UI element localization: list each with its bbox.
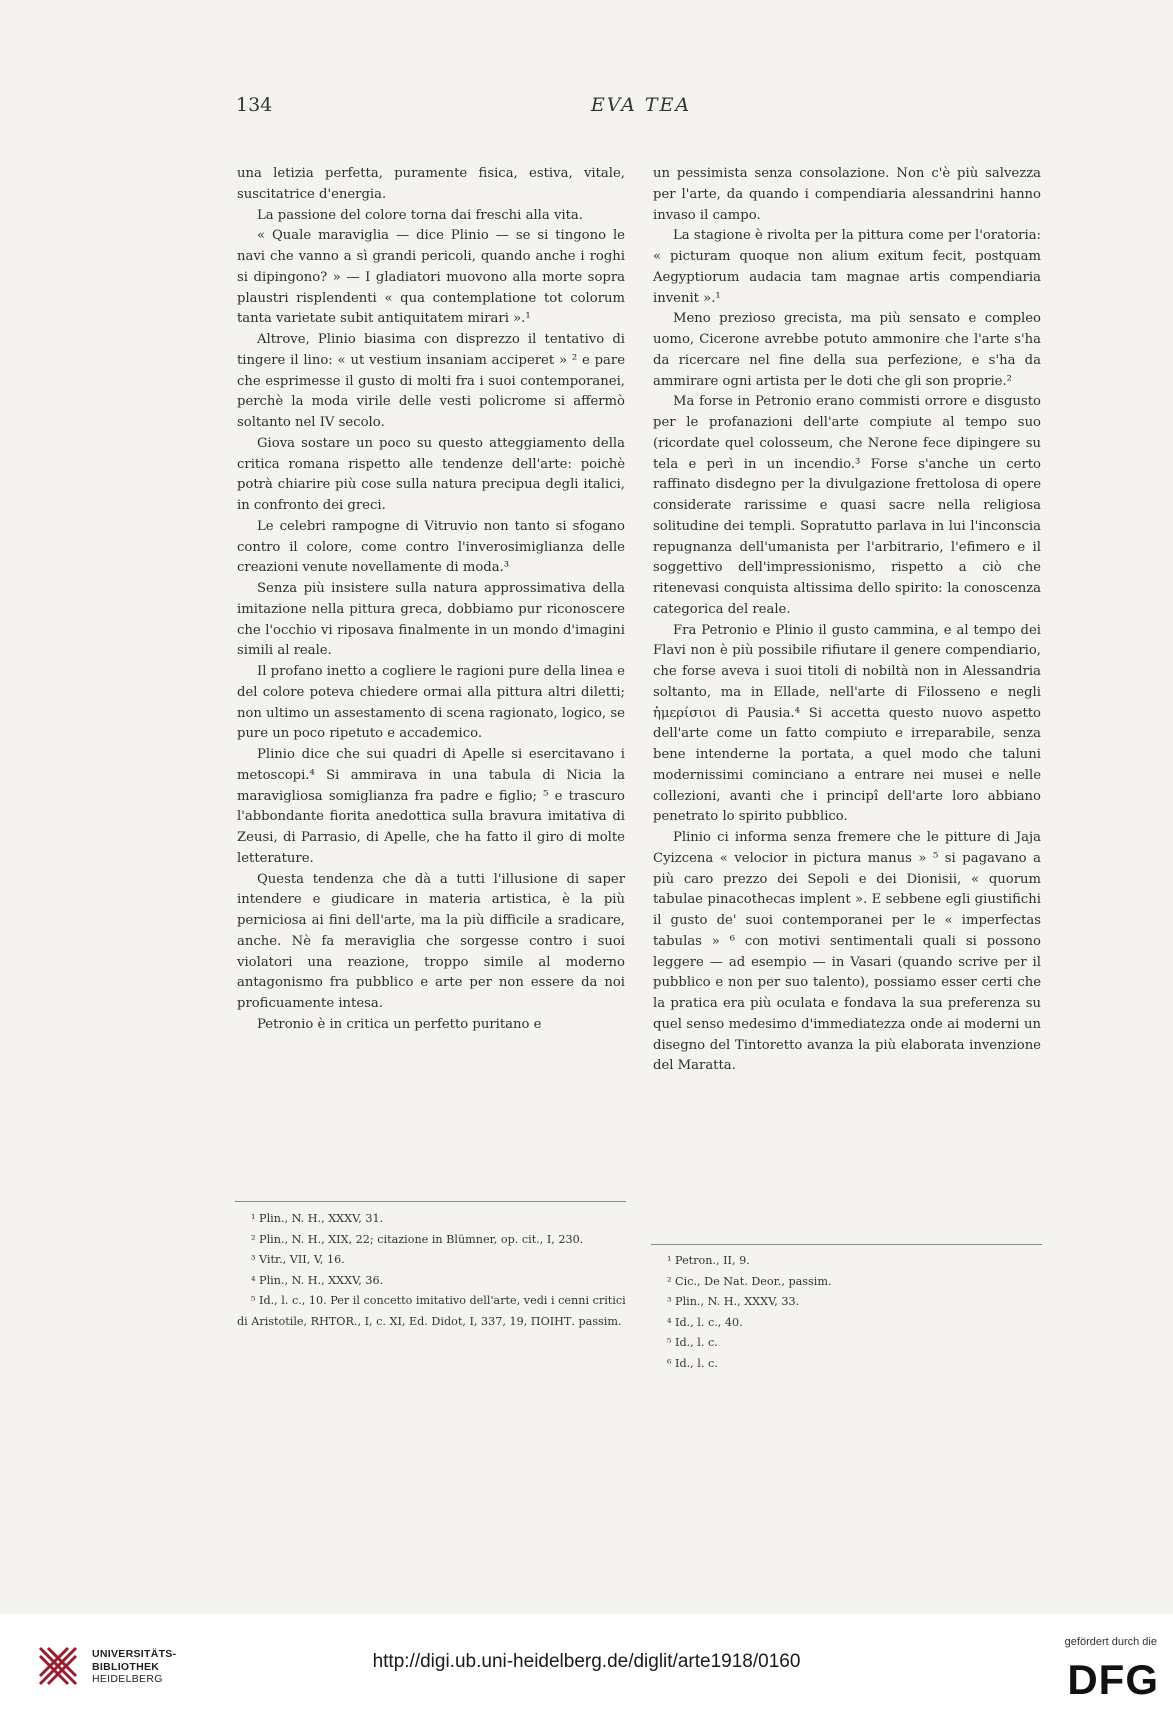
paragraph: Plinio ci informa senza fremere che le pitture di Jaja Cyizcena « velocior in pictura manus » ⁵ si pagavano a più caro prezzo dei Sepoli e dei Dionisii, « quorum tabulae pinacothecas implent ». E sebbene egli giustifichi il gusto de' suoi contemporanei per le « imperfectas tabulas » ⁶ con motivi sentimentali quali si possono leggere — ad esempio — in Vasari (quando scrive per il pubblico e non per suo talento), possiamo esser certi che la pratica era più oculata e fondava la sua preferenza su quel senso medesimo d'immediatezza onde ai moderni un disegno del Tintoretto avanza la più elaborata invenzione del Maratta. (653, 830, 1041, 1074)
footnote: ³ Vitr., VII, V, 16. (251, 1253, 345, 1266)
footnote: ¹ Petron., II, 9. (667, 1254, 750, 1267)
left-footnotes (237, 1209, 627, 1332)
page-number: 134 (236, 94, 273, 116)
footnote: ² Plin., N. H., XIX, 22; citazione in Blümner, op. cit., I, 230. (251, 1232, 584, 1246)
paragraph: Il profano inetto a cogliere le ragioni pure della linea e del colore poteva chiedere ormai alla pittura altri diletti; non ultimo un assestamento di scena ragionato, logico, se pure un poco ripetuto e accademico. (237, 664, 625, 742)
paragraph: Altrove, Plinio biasima con disprezzo il tentativo di tingere il lino: « ut vestium insaniam acciperet » ² e pare che esprimesse il gusto di molti fra i suoi contemporanei, perchè la moda virile delle vesti policrome si affermò soltanto nel IV secolo. (237, 332, 625, 430)
footnote: ⁶ Id., l. c. (667, 1356, 718, 1370)
paragraph: Questa tendenza che dà a tutti l'illusione di saper intendere e giudicare in materia artistica, è la più perniciosa ai fini dell'arte, ma la più difficile a sradicare, anche. Nè fa meraviglia che sorgesse contro i suoi violatori una reazione, troppo simile al moderno antagonismo fra pubblico e arte per non essere da noi proficuamente intesa. (237, 871, 625, 1011)
right-column (653, 164, 1041, 1077)
paragraph: Plinio dice che sui quadri di Apelle si esercitavano i metoscopi.⁴ Si ammirava in una tabula di Nicia la maravigliosa somiglianza fra padre e figlio; ⁵ e trascuro l'abbondante fiorita anedottica sulla bravura imitativa di Zeusi, di Parrasio, di Apelle, che ha fatto il giro di molte letterature. (237, 747, 625, 866)
page-header (236, 94, 1046, 124)
funded-by-label: gefördert durch die (1064, 1636, 1157, 1648)
footnote: ⁵ Id., l. c., 10. Per il concetto imitativo dell'arte, vedi i cenni critici di Aristotile, RHTOR., I, c. XI, Ed. Didot, I, 337, 19, ΠΟΙΗΤ. passim. (237, 1294, 626, 1328)
paragraph: La stagione è rivolta per la pittura come per l'oratoria: « picturam quoque non alium exitum fecit, postquam Aegyptiorum audacia tam magnae artis compendiaria invenit ».¹ (653, 228, 1041, 306)
footnote: ⁴ Id., l. c., 40. (667, 1315, 743, 1329)
paragraph: Ma forse in Petronio erano commisti orrore e disgusto per le profanazioni dell'arte compiute al tempo suo (ricordate quel colosseum, che Nerone fece dipingere su tela e perì in un incendio.³ Forse s'anche un certo raffinato disdegno per la divulgazione frettolosa di opere considerate rarissime e quasi sacre nella religiosa solitudine dei templi. Sopratutto parlava in lui l'inconscia repugnanza dell'umanista per l'arbitrario, l'efimero e il soggettivo dell'impressionismo, rispetto a ciò che ritenevasi conquista altissima dello spirito: la conoscenza categorica del reale. (653, 394, 1041, 617)
footnote: ¹ Plin., N. H., XXXV, 31. (251, 1212, 384, 1225)
paragraph: Senza più insistere sulla natura approssimativa della imitazione nella pittura greca, dobbiamo pur riconoscere che l'occhio vi riposava finalmente in un mondo d'imagini simili al reale. (237, 581, 625, 659)
permalink-url[interactable]: http://digi.ub.uni-heidelberg.de/diglit/arte1918/0160 (372, 1651, 801, 1672)
footnote-rule (651, 1244, 1042, 1245)
footnote-rule (235, 1201, 626, 1202)
paragraph: « Quale maraviglia — dice Plinio — se si tingono le navi che vanno a sì grandi pericoli, quando anche i roghi si dipingono? » — I gladiatori muovono alla morte sopra plaustri risplendenti « qua contemplatione tot colorum tanta varietate subit antiquitatem mirari ».¹ (237, 228, 625, 327)
footnote: ⁴ Plin., N. H., XXXV, 36. (251, 1273, 384, 1287)
paragraph: Petronio è in critica un perfetto puritano e (257, 1016, 542, 1032)
paragraph: La passione del colore torna dai freschi alla vita. (257, 207, 583, 223)
paragraph: Fra Petronio e Plinio il gusto cammina, e al tempo dei Flavi non è più possibile rifiutare il genere compendiario, che forse aveva i suoi titoli di nobiltà non in Alessandria soltanto, ma in Ellade, nell'arte di Filosseno e negli ἡμερίσιοι di Pausia.⁴ Si accetta questo nuovo aspetto dell'arte come un fatto compiuto e irreparabile, senza bene intenderne la portata, a quel modo che taluni modernissimi cominciano a entrare nei musei e nelle collezioni, avanti che i principî dell'arte loro abbiano penetrato lo spirito pubblico. (653, 622, 1041, 825)
paragraph: una letizia perfetta, puramente fisica, estiva, vitale, suscitatrice d'energia. (237, 166, 625, 202)
paragraph: un pessimista senza consolazione. Non c'è più salvezza per l'arte, da quando i compendiaria alessandrini hanno invaso il campo. (653, 166, 1041, 223)
viewer-footer (0, 1614, 1173, 1715)
footnote: ³ Plin., N. H., XXXV, 33. (667, 1295, 800, 1308)
footnote: ² Cic., De Nat. Deor., passim. (667, 1274, 832, 1288)
paragraph: Meno prezioso grecista, ma più sensato e compleo uomo, Cicerone avrebbe potuto ammonire che l'arte s'ha da ricercare nel fine della sua perfezione, e s'ha da ammirare ogni artista per le doti che gli son proprie.² (653, 311, 1041, 389)
paragraph: Le celebri rampogne di Vitruvio non tanto si sfogano contro il colore, come contro l'inverosimiglianza delle creazioni venute novellamente di moda.³ (237, 518, 625, 576)
footnote: ⁵ Id., l. c. (667, 1336, 718, 1349)
running-title: EVA TEA (590, 94, 692, 116)
left-column (237, 164, 625, 1036)
paragraph: Giova sostare un poco su questo atteggiamento della critica romana rispetto alle tendenze dell'arte: poichè potrà chiarire più cose sulla natura precipua degli italici, in confronto dei greci. (237, 435, 625, 513)
library-name: UNIVERSITÄTS- BIBLIOTHEK HEIDELBERG (92, 1648, 177, 1685)
dfg-logo: DFG (1067, 1656, 1159, 1703)
right-footnotes (653, 1251, 1043, 1374)
